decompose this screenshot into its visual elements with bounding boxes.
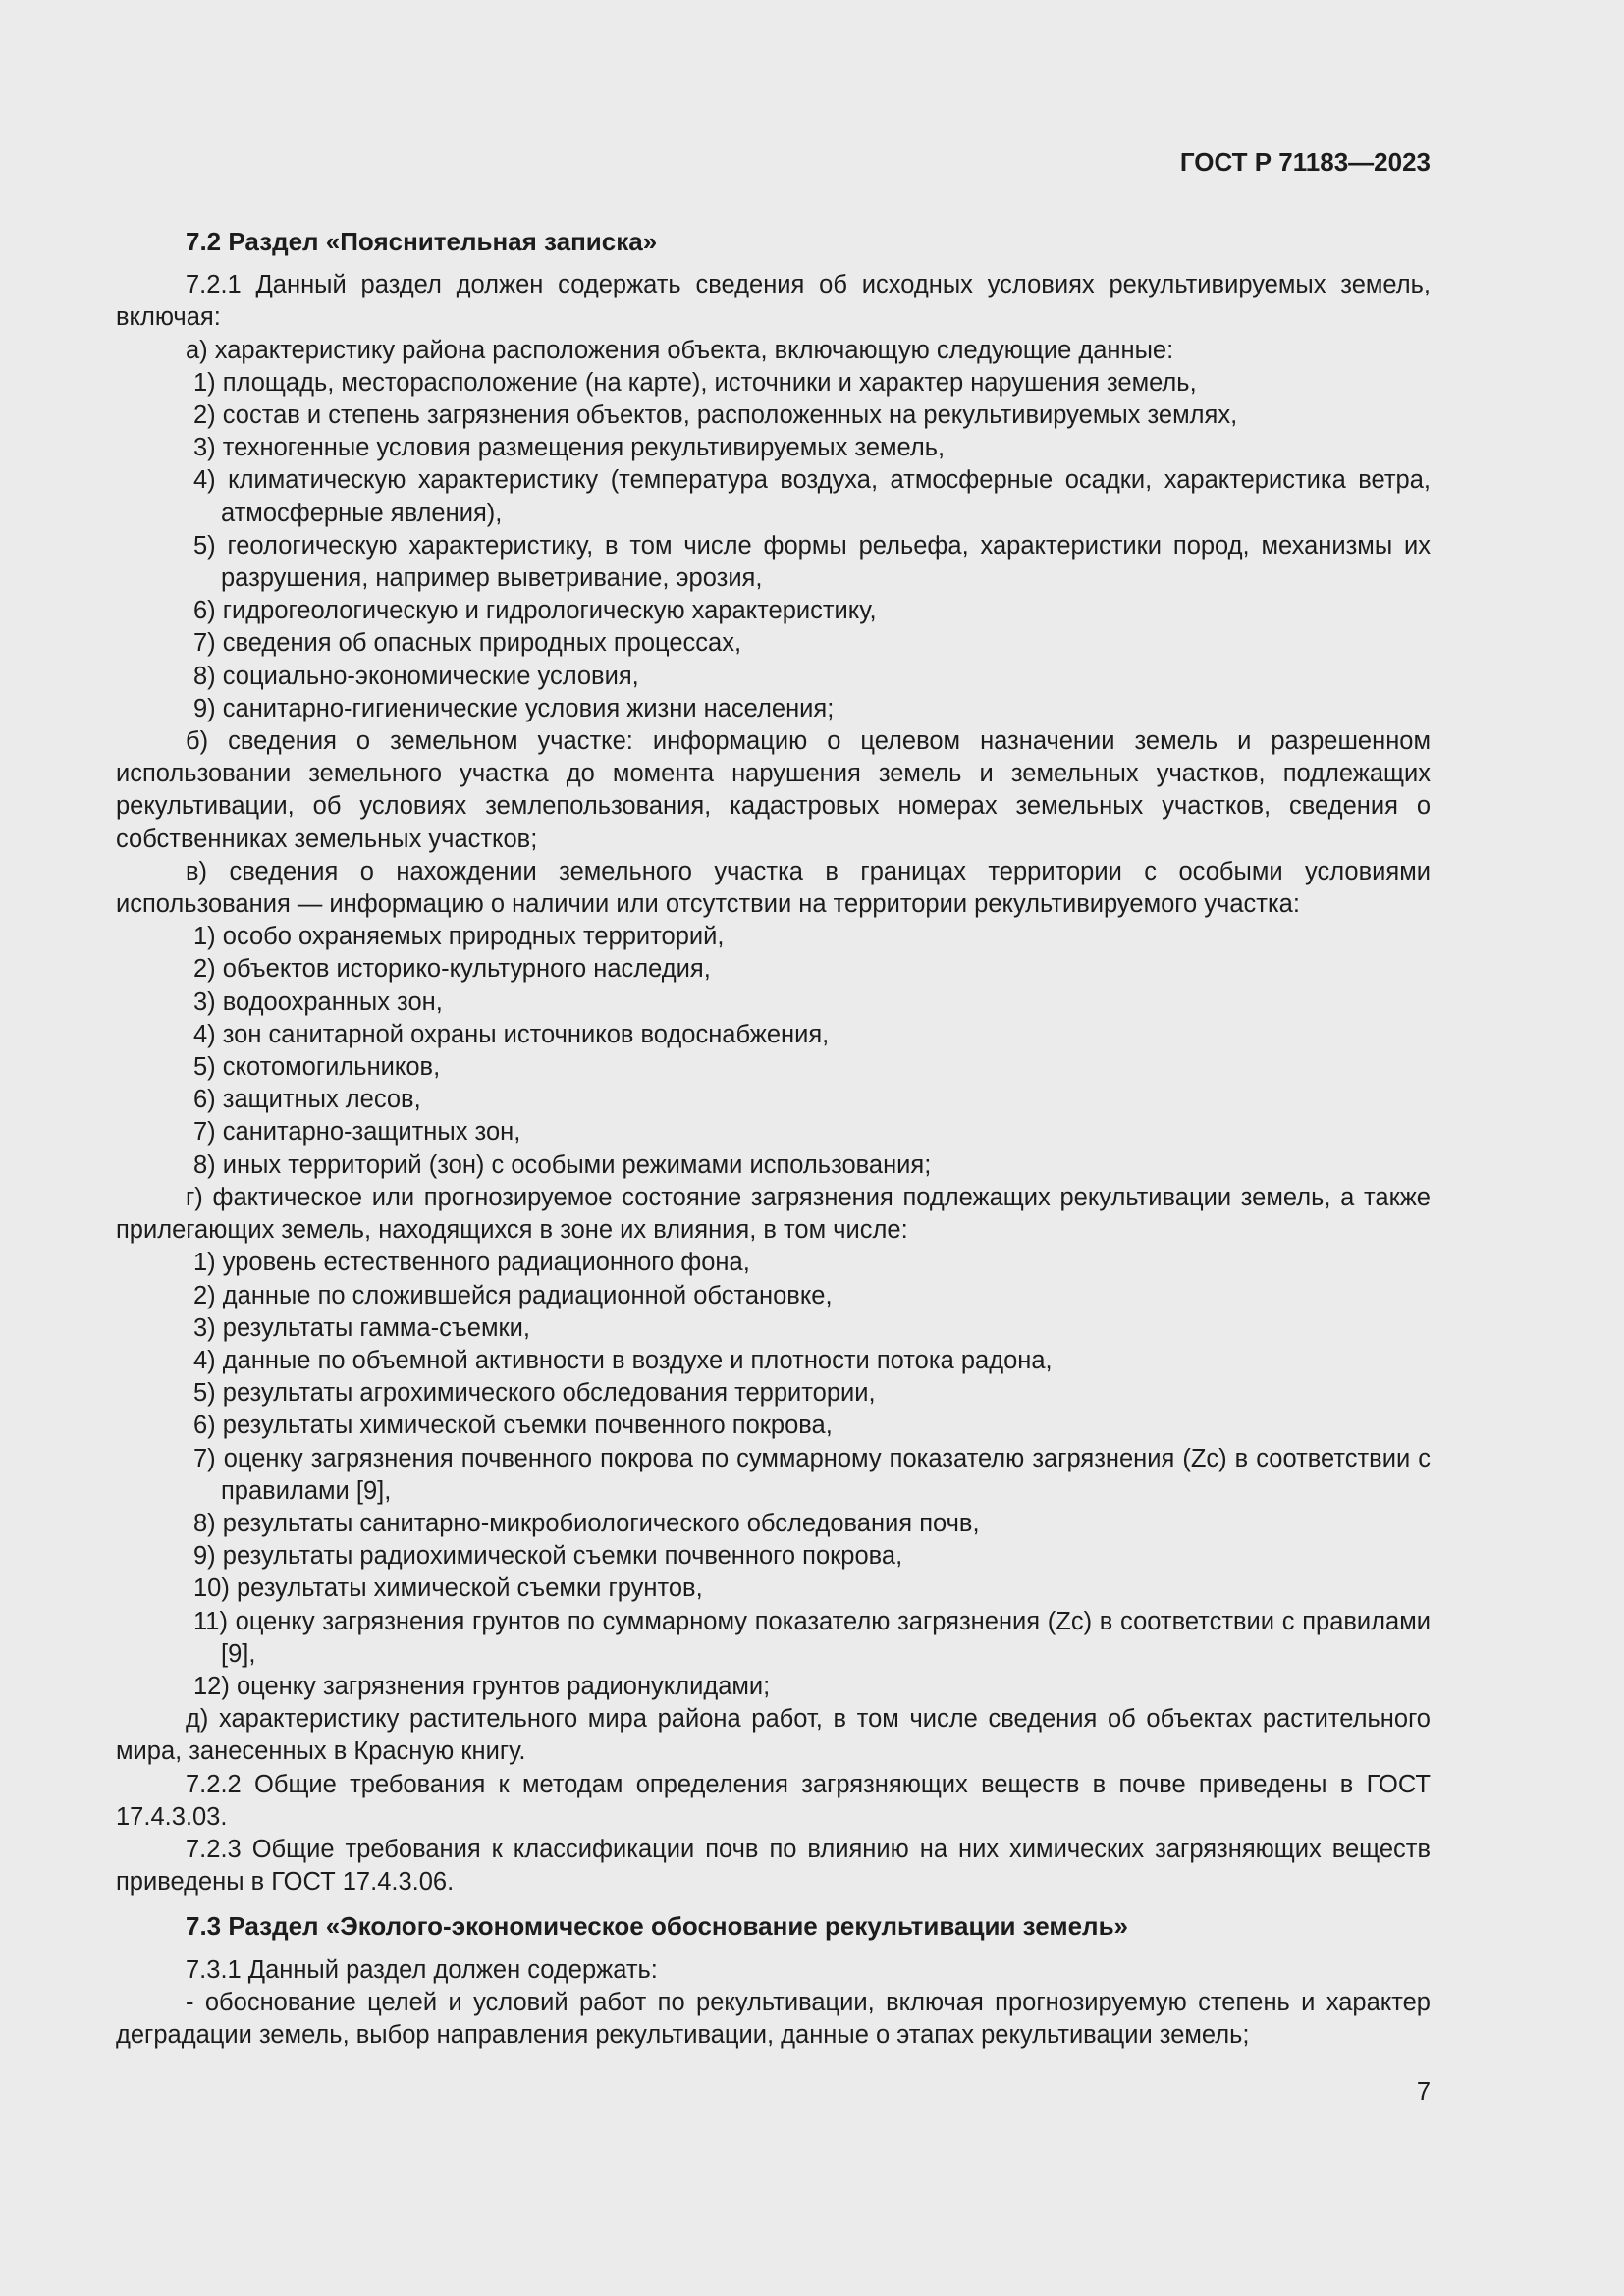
list-v xyxy=(116,921,1431,1182)
list-item: 2) данные по сложившейся радиационной обстановке, xyxy=(193,1281,833,1309)
section-7-2-heading: 7.2 Раздел «Пояснительная записка» xyxy=(186,227,658,256)
item-v: в) сведения о нахождении земельного участка в границах территории с особыми условиями использования — информацию о наличии или отсутствии на территории рекультивируемого участка: xyxy=(116,857,1431,919)
document-header: ГОСТ Р 71183—2023 xyxy=(1179,147,1431,177)
list-item: 5) геологическую характеристику, в том числе формы рельефа, характеристики пород, механизмы их разрушения, например выветривание, эрозия, xyxy=(193,531,1431,593)
list-item: 11) оценку загрязнения грунтов по суммарному показателю загрязнения (Zc) в соответствии с правилами [9], xyxy=(193,1607,1431,1668)
list-item: 12) оценку загрязнения грунтов радионуклидами; xyxy=(193,1672,771,1700)
dash-item: - обоснование целей и условий работ по рекультивации, включая прогнозируемую степень и характер деградации земель, выбор направления рекультивации, данные о этапах рекультивации земель; xyxy=(116,1988,1431,2049)
list-item: 5) скотомогильников, xyxy=(193,1053,441,1082)
list-item: 7) сведения об опасных природных процессах, xyxy=(193,629,742,658)
list-item: 4) климатическую характеристику (температура воздуха, атмосферные осадки, характеристика ветра, атмосферные явления), xyxy=(193,466,1431,527)
list-item: 8) результаты санитарно-микробиологического обследования почв, xyxy=(193,1509,980,1537)
list-item: 4) данные по объемной активности в воздухе и плотности потока радона, xyxy=(193,1346,1053,1374)
list-item: 2) состав и степень загрязнения объектов, расположенных на рекультивируемых землях, xyxy=(193,401,1238,430)
list-item: 2) объектов историко-культурного наследия, xyxy=(193,955,711,984)
list-item: 1) особо охраняемых природных территорий, xyxy=(193,923,725,951)
list-item: 4) зон санитарной охраны источников водоснабжения, xyxy=(193,1020,830,1048)
item-g: г) фактическое или прогнозируемое состояние загрязнения подлежащих рекультивации земель, а также прилегающих земель, находящихся в зоне их влияния, в том числе: xyxy=(116,1183,1431,1245)
list-item: 3) водоохранных зон, xyxy=(193,988,443,1016)
list-item: 8) социально-экономические условия, xyxy=(193,662,639,690)
list-item: 6) результаты химической съемки почвенного покрова, xyxy=(193,1412,833,1440)
document-body xyxy=(116,226,1431,2052)
list-item: 6) защитных лесов, xyxy=(193,1086,421,1114)
item-b: б) сведения о земельном участке: информацию о целевом назначении земель и разрешенном использовании земельного участка до момента нарушения земель и земельных участков, подлежащих рекультивации, об условиях землепользования, кадастровых номерах земельных участков, сведения о собственниках земельных участков; xyxy=(116,727,1431,853)
paragraph-7-2-3: 7.2.3 Общие требования к классификации почв по влиянию на них химических загрязняющих веществ приведены в ГОСТ 17.4.3.06. xyxy=(116,1835,1431,1896)
paragraph-7-2-1: 7.2.1 Данный раздел должен содержать сведения об исходных условиях рекультивируемых земель, включая: xyxy=(116,271,1431,332)
paragraph-7-2-2: 7.2.2 Общие требования к методам определения загрязняющих веществ в почве приведены в ГОСТ 17.4.3.03. xyxy=(116,1770,1431,1831)
list-g xyxy=(116,1247,1431,1703)
item-d: д) характеристику растительного мира района работ, в том числе сведения об объектах растительного мира, занесенных в Красную книгу. xyxy=(116,1705,1431,1766)
paragraph-7-3-1: 7.3.1 Данный раздел должен содержать: xyxy=(186,1955,658,1984)
list-item: 10) результаты химической съемки грунтов, xyxy=(193,1575,703,1603)
list-item: 3) техногенные условия размещения рекультивируемых земель, xyxy=(193,434,946,462)
page-number: 7 xyxy=(1416,2078,1431,2106)
list-item: 1) площадь, месторасположение (на карте), источники и характер нарушения земель, xyxy=(193,368,1197,397)
list-item: 3) результаты гамма-съемки, xyxy=(193,1313,530,1342)
list-item: 5) результаты агрохимического обследования территории, xyxy=(193,1379,876,1408)
list-item: 7) оценку загрязнения почвенного покрова по суммарному показателю загрязнения (Zc) в соответствии с правилами [9], xyxy=(193,1444,1431,1505)
list-item: 1) уровень естественного радиационного фона, xyxy=(193,1249,750,1277)
item-a: а) характеристику района расположения объекта, включающую следующие данные: xyxy=(186,336,1174,364)
list-item: 6) гидрогеологическую и гидрологическую характеристику, xyxy=(193,597,877,625)
list-item: 9) санитарно-гигиенические условия жизни населения; xyxy=(193,694,835,722)
section-7-3-heading: 7.3 Раздел «Эколого-экономическое обоснование рекультивации земель» xyxy=(186,1911,1129,1942)
list-item: 9) результаты радиохимической съемки почвенного покрова, xyxy=(193,1542,903,1571)
list-a xyxy=(116,367,1431,725)
list-item: 8) иных территорий (зон) с особыми режимами использования; xyxy=(193,1150,932,1179)
list-item: 7) санитарно-защитных зон, xyxy=(193,1118,521,1147)
